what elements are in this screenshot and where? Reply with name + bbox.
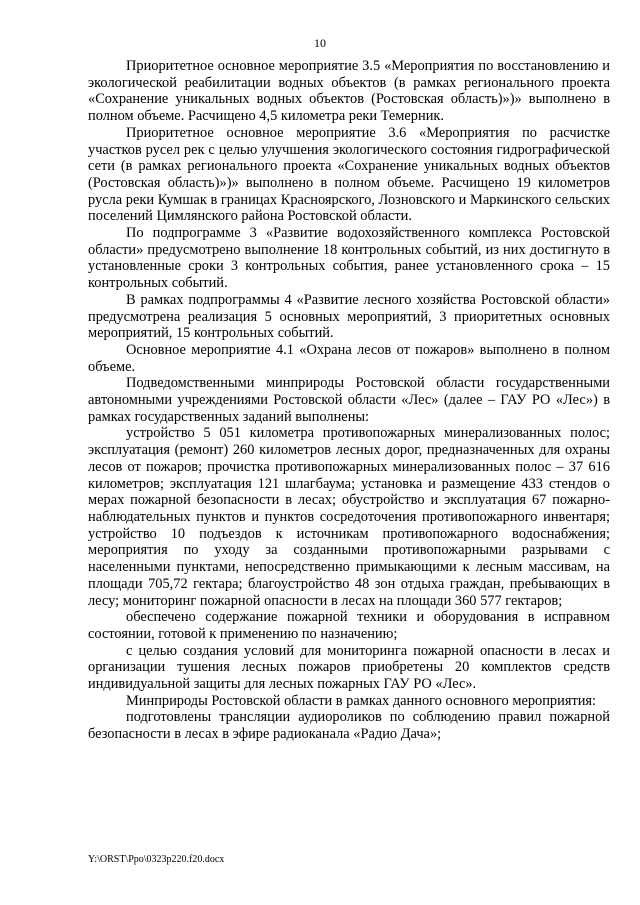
paragraph-activity-3-5: Приоритетное основное мероприятие 3.5 «Мероприятия по восстановлению и экологической реабилитации водных объектов (в рамках регионального проекта «Сохранение уникальных водных объектов (Ростовская область)»)» выполнено в полном объеме. Расчищено 4,5 километра реки Темерник. bbox=[88, 58, 610, 125]
paragraph-activity-3-6: Приоритетное основное мероприятие 3.6 «Мероприятия по расчистке участков русел рек с целью улучшения экологического состояния гидрографической сети (в рамках регионального проекта «Сохранение уникальных водных объектов (Ростовская область)»)» выполнено в полном объеме. Расчищено 19 километров русла реки Кумшак в границах Красноярского, Лозновского и Маркинского сельских поселений Цимлянского района Ростовской области. bbox=[88, 124, 610, 225]
page-number: 10 bbox=[314, 36, 326, 50]
paragraph-fire-measures: устройство 5 051 километра противопожарных минерализованных полос; эксплуатация (ремонт) 260 километров лесных дорог, предназначенных для охраны лесов от пожаров; прочистка противопожарных минерализованных полос – 37 616 километров; эксплуатация 121 шлагбаума; установка и размещение 433 стендов о мерах пожарной безопасности в лесах; обустройство и эксплуатация 67 пожарно-наблюдательных пунктов и пунктов сосредоточения противопожарного инвентаря; устройство 10 подъездов к источникам противопожарного водоснабжения; мероприятия по уходу за созданными противопожарными разрывами с населенными пунктами, непосредственно примыкающими к лесным массивам, на площади 705,72 гектара; благоустройство 48 зон отдыха граждан, пребывающих в лесу; мониторинг пожарной опасности в лесах на площади 360 577 гектаров; bbox=[88, 425, 610, 609]
paragraph-activity-4-1: Основное мероприятие 4.1 «Охрана лесов от пожаров» выполнено в полном объеме. bbox=[88, 341, 610, 375]
paragraph-fire-equipment: обеспечено содержание пожарной техники и оборудования в исправном состоянии, готовой к применению по назначению; bbox=[88, 609, 610, 642]
paragraph-subprogram-4: В рамках подпрограммы 4 «Развитие лесного хозяйства Ростовской области» предусмотрена реализация 5 основных мероприятий, 3 приоритетных основных мероприятий, 15 контрольных событий. bbox=[88, 291, 610, 342]
paragraph-ministry-intro: Минприроды Ростовской области в рамках данного основного мероприятия: bbox=[126, 692, 597, 709]
document-body bbox=[88, 58, 610, 743]
paragraph-subprogram-3: По подпрограмме 3 «Развитие водохозяйственного комплекса Ростовской области» предусмотрено выполнение 18 контрольных событий, из них достигнуто в установленные сроки 3 контрольных события, ранее установленного срока – 15 контрольных событий. bbox=[88, 225, 610, 292]
footer-file-path: Y:\ORST\Ppo\0323p220.f20.docx bbox=[88, 854, 225, 865]
paragraph-radio-broadcasts: подготовлены трансляции аудиороликов по соблюдению правил пожарной безопасности в лесах в эфире радиоканала «Радио Дача»; bbox=[88, 709, 610, 743]
paragraph-gau-les-intro: Подведомственными минприроды Ростовской области государственными автономными учреждениями Ростовской области «Лес» (далее – ГАУ РО «Лес») в рамках государственных заданий выполнены: bbox=[88, 375, 610, 425]
paragraph-protective-kits: с целью создания условий для мониторинга пожарной опасности в лесах и организации тушения лесных пожаров приобретены 20 комплектов средств индивидуальной защиты для лесных пожарных ГАУ РО «Лес». bbox=[88, 642, 610, 693]
